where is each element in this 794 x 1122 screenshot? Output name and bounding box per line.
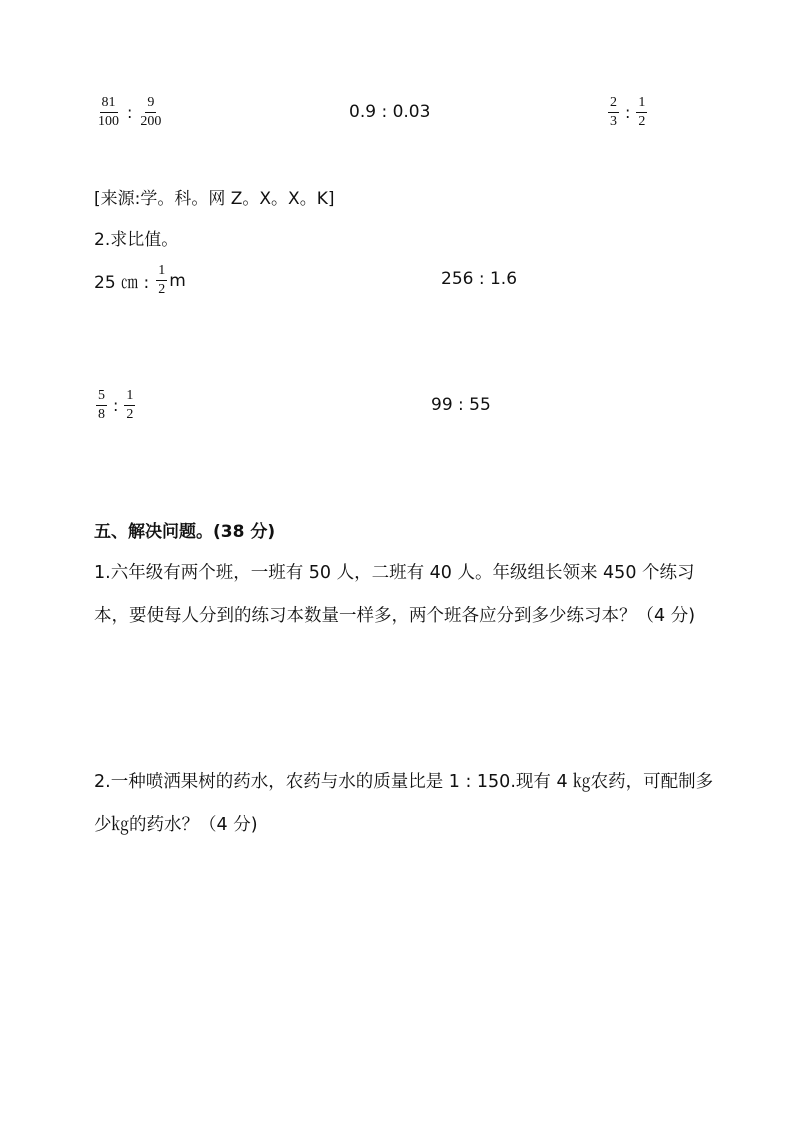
fraction (138, 96, 163, 129)
ratio-99-to-55: 99 : 55 (431, 395, 491, 415)
denominator: 3 (610, 114, 617, 129)
ratio-256-to-1.6: 256 : 1.6 (441, 269, 518, 289)
denominator: 2 (126, 407, 134, 422)
numerator: 1 (156, 264, 167, 281)
ratio-2-3-to-1-2 (608, 96, 647, 129)
numerator: 81 (100, 96, 118, 113)
denominator: 2 (158, 282, 166, 297)
problem-2: 2.一种喷洒果树的药水，农药与水的质量比是 1 : 150.现有 4 ㎏农药，可配制多少㎏的药水？（4 分) (94, 772, 714, 835)
source-note: [来源:学。科。网 Z。X。X。K] (94, 189, 335, 209)
numerator: 1 (636, 96, 647, 113)
fraction (156, 264, 167, 297)
problem-1: 1.六年级有两个班，一班有 50 人，二班有 40 人。年级组长领来 450 个练习本，要使每人分到的练习本数量一样多，两个班各应分到多少练习本？（4 分) (94, 563, 696, 626)
colon: : (113, 396, 119, 415)
fraction (608, 96, 619, 129)
fraction (124, 389, 135, 422)
numerator: 1 (124, 389, 135, 406)
colon: : (625, 103, 631, 122)
denominator: 2 (638, 114, 646, 129)
numerator: 9 (145, 96, 156, 113)
fraction (96, 389, 107, 422)
ratio-5-8-to-1-2 (96, 389, 135, 422)
unit-meter: m (169, 270, 186, 291)
ratio-25cm-to-half-m (94, 264, 186, 297)
question-2-title: 2.求比值。 (94, 230, 179, 250)
denominator: 200 (140, 114, 162, 129)
section-5-heading: 五、解决问题。(38 分) (94, 522, 276, 542)
ratio-81-100-to-9-200 (96, 96, 163, 129)
colon: : (127, 103, 133, 122)
fraction (636, 96, 647, 129)
numerator: 5 (96, 389, 107, 406)
fraction (96, 96, 121, 129)
numerator: 2 (608, 96, 619, 113)
denominator: 100 (98, 114, 119, 129)
denominator: 8 (98, 407, 105, 422)
ratio-0.9-to-0.03: 0.9 : 0.03 (349, 102, 431, 122)
ratio-prefix: 25 ㎝ : (94, 273, 150, 293)
